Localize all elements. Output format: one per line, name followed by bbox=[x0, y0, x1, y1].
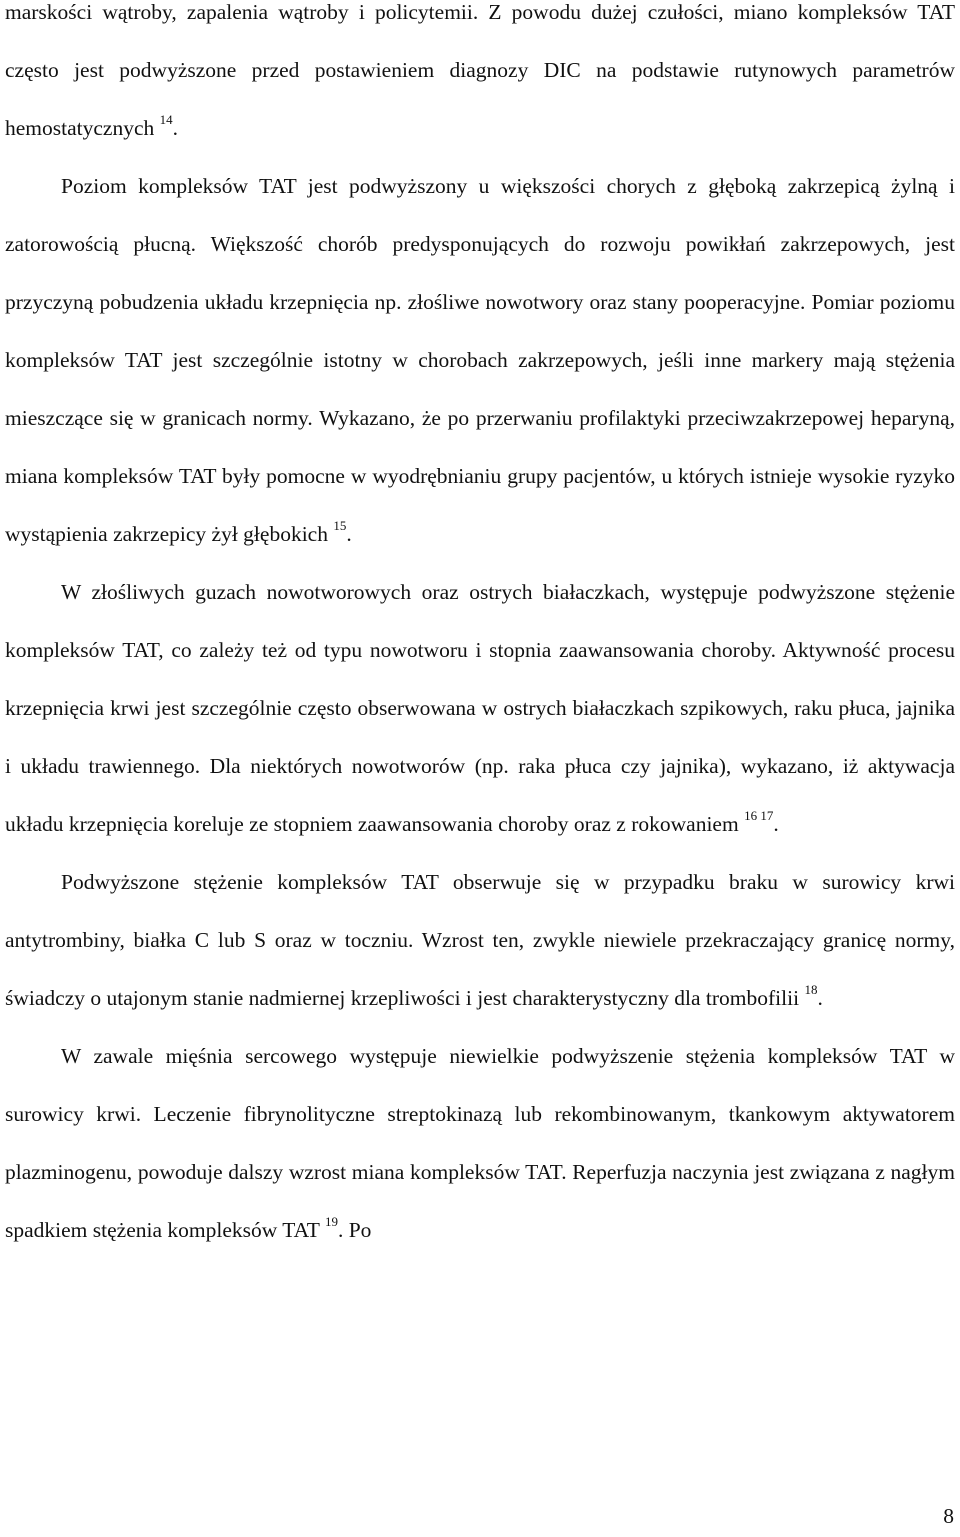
citation-16-17: 16 17 bbox=[744, 808, 774, 823]
paragraph-3-text: W złośliwych guzach nowotworowych oraz ostrych białaczkach, występuje podwyższone stężenie kompleksów TAT, co zależy też od typu nowotworu i stopnia zaawansowania choroby. Aktywność procesu krzepnięcia krwi jest szczególnie często obserwowana w ostrych białaczkach szpikowych, raku płuca, jajnika i układu trawiennego. Dla niektórych nowotworów (np. raka płuca czy jajnika), wykazano, iż aktywacja układu krzepnięcia koreluje ze stopniem zaawansowania choroby oraz z rokowaniem bbox=[5, 580, 955, 836]
paragraph-4-text: Podwyższone stężenie kompleksów TAT obserwuje się w przypadku braku w surowicy krwi antytrombiny, białka C lub S oraz w toczniu. Wzrost ten, zwykle niewiele przekraczający granicę normy, świadczy o utajonym stanie nadmiernej krzepliwości i jest charakterystyczny dla trombofilii bbox=[5, 870, 955, 1010]
paragraph-5-tail: . Po bbox=[337, 1218, 372, 1242]
citation-14: 14 bbox=[159, 112, 173, 127]
paragraph-1-tail: . bbox=[172, 116, 179, 140]
citation-18: 18 bbox=[804, 982, 818, 997]
paragraph-2-text: Poziom kompleksów TAT jest podwyższony u większości chorych z głęboką zakrzepicą żylną i zatorowością płucną. Większość chorób predysponujących do rozwoju powikłań zakrzepowych, jest przyczyną pobudzenia układu krzepnięcia np. złośliwe nowotwory oraz stany pooperacyjne. Pomiar poziomu kompleksów TAT jest szczególnie istotny w chorobach zakrzepowych, jeśli inne markery mają stężenia mieszczące się w granicach normy. Wykazano, że po przerwaniu profilaktyki przeciwzakrzepowej heparyną, miana kompleksów TAT były pomocne w wyodrębnianiu grupy pacjentów, u których istnieje wysokie ryzyko wystąpienia zakrzepicy żył głębokich bbox=[5, 174, 955, 546]
page-body bbox=[5, 0, 955, 1259]
citation-19: 19 bbox=[324, 1214, 338, 1229]
paragraph-5-text: W zawale mięśnia sercowego występuje niewielkie podwyższenie stężenia kompleksów TAT w surowicy krwi. Leczenie fibrynolityczne streptokinazą lub rekombinowanym, tkankowym aktywatorem plazminogenu, powoduje dalszy wzrost miana kompleksów TAT. Reperfuzja naczynia jest związana z nagłym spadkiem stężenia kompleksów TAT bbox=[5, 1044, 955, 1242]
paragraph-1-text: marskości wątroby, zapalenia wątroby i policytemii. Z powodu dużej czułości, miano kompleksów TAT często jest podwyższone przed postawieniem diagnozy DIC na podstawie rutynowych parametrów hemostatycznych bbox=[5, 0, 955, 140]
citation-15: 15 bbox=[333, 518, 347, 533]
paragraph-3 bbox=[5, 563, 955, 853]
paragraph-3-tail: . bbox=[773, 812, 779, 836]
page-number: 8 bbox=[943, 1504, 954, 1528]
paragraph-5 bbox=[5, 1027, 955, 1259]
paragraph-2-tail: . bbox=[346, 522, 352, 546]
paragraph-2 bbox=[5, 157, 955, 563]
paragraph-4 bbox=[5, 853, 955, 1027]
paragraph-1 bbox=[5, 0, 955, 157]
paragraph-4-tail: . bbox=[817, 986, 823, 1010]
